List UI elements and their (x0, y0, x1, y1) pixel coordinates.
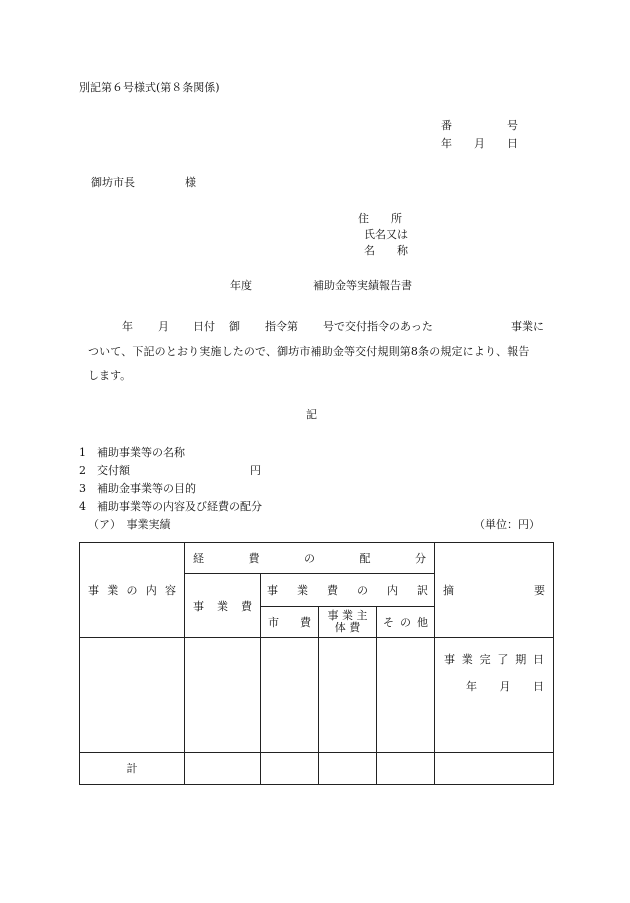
ki-label: 記 (306, 408, 317, 421)
item-2-unit: 円 (250, 464, 261, 477)
header-remarks: 摘 要 (435, 543, 554, 638)
body-project-cost-cell (185, 638, 261, 752)
body-directive-no: 指令第 (265, 320, 298, 333)
item-3-num: 3 (79, 482, 86, 495)
subsection-label: （ア） 事業実績 (88, 518, 171, 531)
body-project-ni: 事業に (511, 320, 544, 333)
body-issued-text: 号で交付指令のあった (323, 320, 433, 333)
applicant-title-label: 名 称 (364, 244, 408, 257)
item-1-label: 補助事業等の名称 (97, 446, 185, 459)
total-project-cost-cell (185, 752, 261, 784)
body-project-content-cell (80, 638, 185, 752)
header-main-body-cost: 事 業 主 体 費 (319, 606, 377, 637)
total-label: 計 (80, 752, 185, 784)
addressee-honorific: 様 (185, 176, 196, 189)
completion-date-value: 年 月 日 (466, 680, 544, 694)
body-line-2: ついて、下記のとおり実施したので、御坊市補助金等交付規則第8条の規定により、報告 (88, 345, 530, 358)
document-title: 補助金等実績報告書 (313, 279, 412, 292)
body-main-body-cost-cell (319, 638, 377, 752)
total-city-cost-cell (261, 752, 319, 784)
header-expense-allocation: 経 費 の 配 分 (185, 543, 435, 574)
title-fiscal-year: 年度 (230, 279, 252, 292)
total-main-body-cost-cell (319, 752, 377, 784)
completion-date-label: 事 業 完 了 期 日 (444, 653, 544, 667)
applicant-name-label: 氏名又は (364, 228, 408, 241)
item-2-num: 2 (79, 464, 86, 477)
body-day-date: 日付 (193, 320, 215, 333)
body-other-cell (377, 638, 435, 752)
body-line-3: します。 (88, 369, 132, 382)
item-1-num: 1 (79, 446, 86, 459)
header-cost-breakdown: 事 業 費 の 内 訳 (261, 574, 435, 606)
applicant-address-label: 住 所 (358, 212, 402, 225)
number-label: 番 号 (441, 119, 518, 132)
performance-table (79, 542, 554, 785)
item-2-label: 交付額 (97, 464, 130, 477)
body-remarks-cell (435, 638, 554, 752)
total-other-cell (377, 752, 435, 784)
total-remarks-cell (435, 752, 554, 784)
addressee-name: 御坊市長 (91, 176, 135, 189)
header-project-cost: 事 業 費 (185, 574, 261, 638)
form-number: 別記第６号様式(第８条関係) (79, 81, 220, 94)
date-label: 年 月 日 (441, 137, 518, 150)
item-3-label: 補助金事業等の目的 (97, 482, 196, 495)
header-project-content: 事 業 の 内 容 (80, 543, 185, 638)
header-city-cost: 市 費 (261, 606, 319, 637)
item-4-label: 補助事業等の内容及び経費の配分 (97, 500, 262, 513)
body-year: 年 (122, 320, 133, 333)
header-other: そ の 他 (377, 606, 435, 637)
item-4-num: 4 (79, 500, 86, 513)
unit-note: （単位：円） (474, 518, 540, 531)
body-go: 御 (229, 320, 240, 333)
body-city-cost-cell (261, 638, 319, 752)
body-month: 月 (158, 320, 169, 333)
